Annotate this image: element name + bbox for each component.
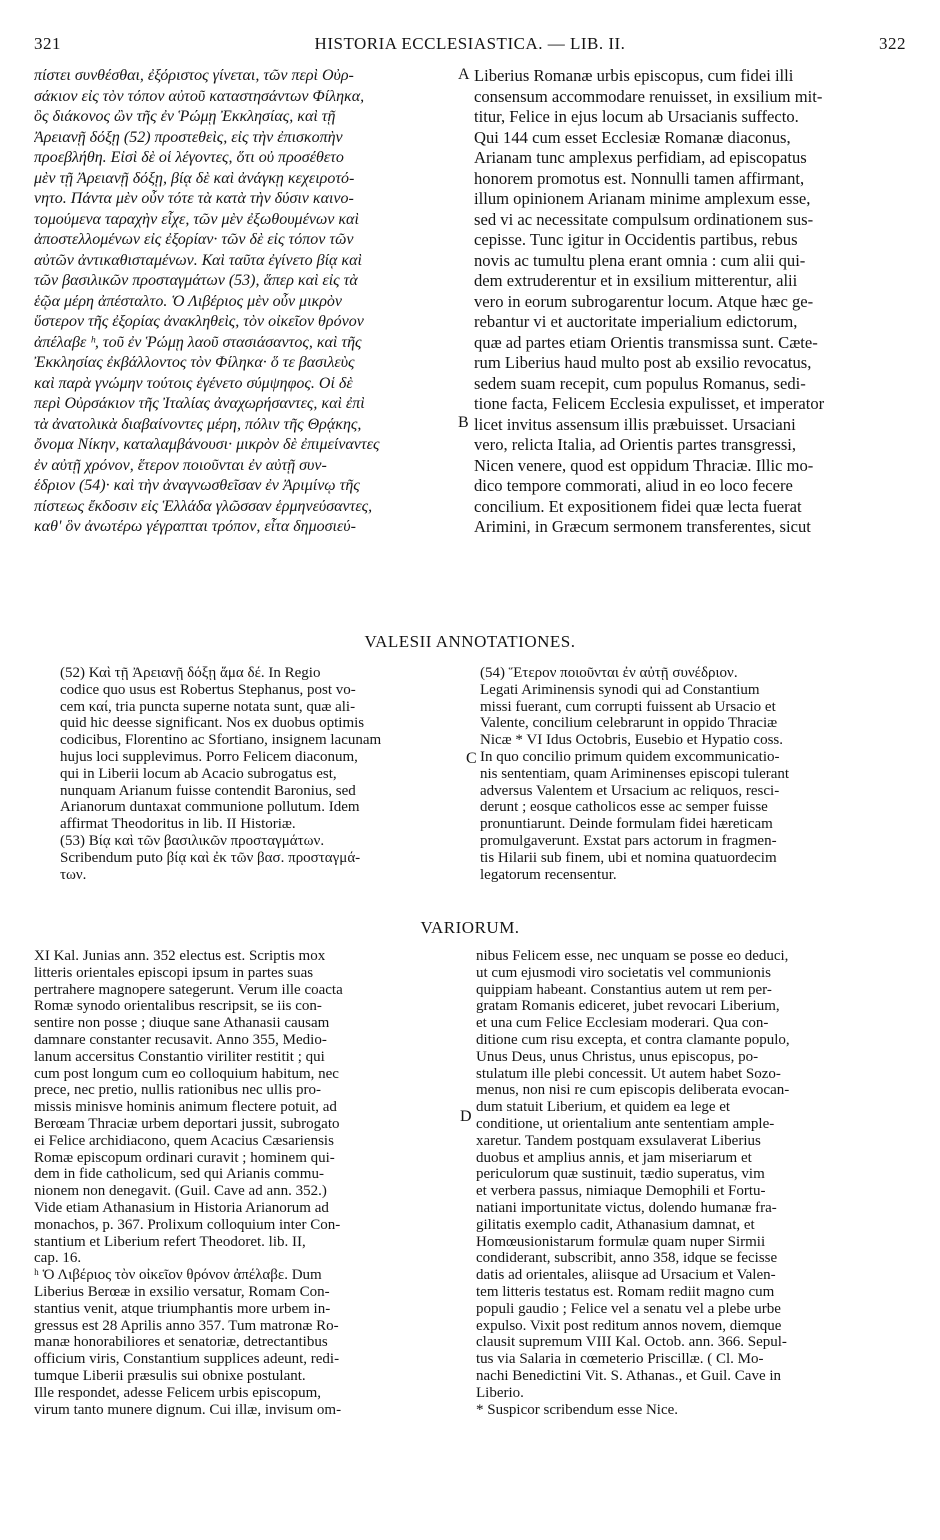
- variorum-line: expulso. Vixit post reditum annos novem, diemque: [476, 1317, 782, 1334]
- latin-text-line: sed vi ac necessitate compulsum ordinationem sus-: [474, 209, 814, 229]
- greek-text-line: ἀπέλαβε ʰ, τοῦ ἐν Ῥώμῃ λαοῦ στασιάσαντος, καὶ τῆς: [34, 333, 362, 351]
- variorum-line: manæ honorabiliores et senatoriæ, detrectantibus: [34, 1334, 328, 1351]
- variorum-line: lanum accersitus Constantio viriliter restitit ; qui: [34, 1048, 325, 1065]
- greek-text-line: ὄνομα Νίκην, καταλαμβάνουσι· μικρὸν δὲ ἐπιμείναντες: [34, 436, 380, 453]
- greek-text-line: έδριον (54)· καὶ τὴν ἀναγνωσθεῖσαν ἐν Ἀριμίνῳ τῆς: [34, 477, 360, 494]
- variorum-line: stantius venit, atque triumphantis more urbem in-: [34, 1300, 331, 1317]
- variorum-line: nibus Felicem esse, nec unquam se posse eo deduci,: [476, 948, 789, 964]
- variorum-line: condiderant, subscribit, anno 358, idque se fecisse: [476, 1250, 778, 1267]
- variorum-line: populi gaudio ; Felice vel a senatu vel a plebe urbe: [476, 1300, 781, 1317]
- greek-text-line: ὕστερον τῆς ἐξορίας ἀνακληθεὶς, τὸν οἰκεῖον θρόνον: [34, 313, 364, 330]
- latin-text-line: dem extruderentur et in exsilium mitterentur, alii: [474, 271, 798, 290]
- greek-text-line: αὐτῶν ἀντικαθισταμένων. Καὶ ταῦτα ἐγίνετο βίᾳ καὶ: [34, 251, 362, 269]
- margin-letter-a: A: [458, 66, 470, 83]
- annotation-line: (53) Βίᾳ καὶ τῶν βασιλικῶν προσταγμάτων.: [60, 832, 325, 849]
- variorum-line: XI Kal. Junias ann. 352 electus est. Scriptis mox: [34, 948, 326, 964]
- variorum-line: nachi Benedictini Vit. S. Athanas., et Guil. Cave in: [476, 1367, 782, 1384]
- variorum-line: natiani importunitate victus, dolendo humanæ fra-: [476, 1199, 777, 1216]
- greek-text-line: μὲν τῇ Ἀρειανῇ δόξῃ, βίᾳ δὲ καὶ ἀνάγκῃ κεχειροτό-: [34, 169, 355, 187]
- variorum-line: Ille respondet, adesse Felicem urbis episcopum,: [34, 1384, 322, 1401]
- greek-text-line: ἐν αὐτῇ χρόνον, ἕτερον ποιοῦνται ἐν αὐτῇ συν-: [34, 456, 327, 474]
- variorum-left-column: [34, 948, 464, 1418]
- latin-text-line: sedem suam recepit, cum populus Romanus, sedi-: [474, 373, 806, 393]
- annotation-line: qui in Liberii locum ab Acacio subrogatus est,: [60, 765, 337, 782]
- annotations-left-column: [60, 665, 464, 883]
- greek-text-line: περὶ Οὐρσάκιον τῆς Ἰταλίας ἀναχωρήσαντες, καὶ ἐπὶ: [34, 395, 365, 412]
- variorum-line: dum statuit Liberium, et quidem ea lege et: [476, 1099, 731, 1116]
- latin-text-line: rum Liberius haud multo post ab exsilio revocatus,: [474, 353, 812, 372]
- variorum-line: menus, non nisi re cum episcopis deliberata evocan-: [476, 1082, 790, 1099]
- greek-text-line: Ἀρειανῇ δόξῃ (52) προστεθεὶς, εἰς τὴν ἐπισκοπὴν: [34, 128, 343, 146]
- variorum-line: periculorum quæ sustinuit, tædio superatus, vim: [476, 1166, 765, 1183]
- greek-text-line: Ἐκκλησίας ἐκβάλλοντος τὸν Φίληκα· ὅ τε βασιλεὺς: [34, 354, 355, 371]
- variorum-line: cum post longum cum eo colloquium habitum, nec: [34, 1065, 339, 1082]
- latin-text-line: titur, Felice in ejus locum ab Ursacianis suffecto.: [474, 107, 799, 126]
- variorum-line: cap. 16.: [34, 1250, 82, 1267]
- greek-text-line: τῶν βασιλικῶν προσταγμάτων (53), ἅπερ καὶ εἰς τὰ: [34, 272, 358, 289]
- annotation-line: legatorum recensentur.: [480, 866, 617, 883]
- variorum-line: litteris orientales episcopi ipsum in partes suas: [34, 964, 314, 981]
- greek-text-line: καὶ παρὰ γνώμην τούτοις ἐγένετο σύμψηφος. Οἱ δὲ: [34, 374, 353, 392]
- variorum-line: ei Felice archidiacono, quem Acacius Cæsariensis: [34, 1132, 334, 1149]
- variorum-line: tem litteris testatus est. Romam rediit magno cum: [476, 1283, 775, 1300]
- variorum-line: dem in fide catholicum, sed qui Arianis commu-: [34, 1166, 324, 1183]
- variorum-line: gilitatis exemplo cadit, Athanasium damnat, et: [476, 1216, 755, 1233]
- latin-text-line: dico tempore commorati, aliud in eo loco fecere: [474, 476, 793, 495]
- greek-text-line: πίστει συνθέσθαι, ἐξόριστος γίνεται, τῶν περὶ Οὐρ-: [34, 67, 354, 84]
- latin-text-line: Liberius Romanæ urbis episcopus, cum fidei illi: [474, 66, 794, 85]
- annotations-right-column: [480, 665, 906, 883]
- annotation-line: affirmat Theodoritus in lib. II Historiæ.: [60, 816, 296, 833]
- annotation-line: των.: [60, 866, 87, 883]
- greek-text-line: τομούμενα ταραχὴν εἶχε, τῶν μὲν ἐξωθουμένων καὶ: [34, 210, 359, 228]
- latin-text-line: rebantur vi et auctoritate imperialium edictorum,: [474, 312, 798, 331]
- latin-text-line: Nicen venere, quod est oppidum Thraciæ. Illic mo-: [474, 455, 814, 475]
- annotation-line: Nicæ * VI Idus Octobris, Eusebio et Hypatio coss.: [480, 732, 784, 749]
- running-title: HISTORIA ECCLESIASTICA. — LIB. II.: [314, 34, 626, 53]
- variorum-line: Homœusionistarum formulæ quam nuper Sirmii: [476, 1233, 766, 1250]
- variorum-line: Romæ synodo orientalibus rescripsit, se iis con-: [34, 998, 322, 1015]
- annotation-line: pronuntiarunt. Deinde formulam fidei hæreticam: [480, 816, 773, 833]
- annotation-line: hujus loci supplevimus. Porro Felicem diaconum,: [60, 748, 358, 765]
- margin-letter-d: D: [460, 1108, 472, 1125]
- variorum-line: conditione, ut orientalium ante sententiam ample-: [476, 1115, 775, 1132]
- variorum-line: stulatum ille plebi concessit. Ut autem habet Sozo-: [476, 1065, 781, 1082]
- variorum-line: officium viris, Constantium supplices adeunt, redi-: [34, 1351, 340, 1368]
- annotation-line: tis Hilarii sub finem, ubi et nomina quatuordecim: [480, 849, 777, 866]
- variorum-line: ditione cum risu excepta, et contra clamante populo,: [476, 1031, 790, 1048]
- variorum-line: ut cum ejusmodi viro societatis vel communionis: [476, 964, 771, 981]
- variorum-line: * Suspicor scribendum esse Nice.: [476, 1401, 679, 1418]
- greek-text-line: σάκιον εἰς τὸν τόπον αὐτοῦ καταστησάντων Φίληκα,: [34, 87, 365, 105]
- margin-letter-b: B: [458, 414, 469, 431]
- annotation-line: Scribendum puto βίᾳ καὶ ἐκ τῶν βασ. προσταγμά-: [60, 849, 361, 866]
- annotations-title: VALESII ANNOTATIONES.: [364, 632, 576, 651]
- annotation-line: cem καί, tria puncta superne notata sunt, quæ ali-: [60, 698, 356, 715]
- latin-text-line: vero in eorum subrogarentur locum. Atque hæc ge-: [474, 291, 814, 311]
- variorum-line: Romæ episcopum ordinari curavit ; hominem qui-: [34, 1149, 335, 1166]
- greek-text-line: ἀποστελλομένων εἰς ἐξορίαν· τῶν δὲ εἰς τόπον τῶν: [34, 231, 354, 248]
- variorum-line: virum tanto munere dignum. Cui illæ, invisum om-: [34, 1401, 342, 1418]
- latin-text-line: Arianam tunc amplexus perfidiam, ad episcopatus: [474, 148, 807, 167]
- latin-text-line: vero, relicta Italia, ad Orientis partes transgressi,: [474, 435, 797, 454]
- latin-text-line: tione facta, Felicem Ecclesia expulisset, et imperator: [474, 394, 825, 413]
- annotation-line: quid hic deesse significant. Nos ex duobus optimis: [60, 715, 365, 732]
- variorum-line: clausit supremum VIII Kal. Octob. ann. 366. Sepul-: [476, 1334, 787, 1351]
- latin-text-line: novis ac tumultu plena erant omnia : cum alii qui-: [474, 250, 806, 270]
- annotation-line: (52) Καὶ τῇ Ἀρειανῇ δόξῃ ἅμα δέ. In Regio: [60, 665, 321, 681]
- variorum-line: xaretur. Tandem postquam exsulaverat Liberius: [476, 1132, 761, 1149]
- variorum-right-column: [476, 948, 906, 1418]
- variorum-line: pertrahere magnopere sategerunt. Verum ille coacta: [34, 981, 343, 998]
- greek-text-line: προεβλήθη. Εἰσὶ δὲ οἱ λέγοντες, ὅτι οὐ προσέθετο: [34, 149, 344, 166]
- variorum-line: sentire non posse ; diuque sane Athanasii causam: [34, 1015, 330, 1032]
- variorum-line: stantium et Liberium refert Theodoret. lib. II,: [34, 1233, 306, 1250]
- annotation-line: adversus Valentem et Ursacium ac reliquos, resci-: [480, 782, 780, 799]
- variorum-line: ʰ Ὁ Λιβέριος τὸν οἰκεῖον θρόνον ἀπέλαβε. Dum: [34, 1267, 322, 1284]
- annotation-line: promulgaverunt. Exstat pars actorum in fragmen-: [480, 832, 777, 849]
- variorum-line: Liberio.: [476, 1384, 524, 1401]
- variorum-line: datis ad orientales, aliisque ad Ursacium et Valen-: [476, 1267, 776, 1284]
- latin-text-line: illum opinionem Arianam minime amplexum esse,: [474, 189, 811, 208]
- page-number-right: 322: [879, 34, 906, 53]
- annotation-line: codice quo usus est Robertus Stephanus, post vo-: [60, 681, 356, 698]
- latin-text-line: cepisse. Tunc igitur in Occidentis partibus, rebus: [474, 230, 798, 249]
- annotation-line: codicibus, Florentino ac Sfortiano, insignem lacunam: [60, 732, 382, 749]
- latin-text-line: licet invitus assensum illis præbuisset. Ursaciani: [474, 414, 796, 434]
- annotation-line: missi fuerant, cum corrupti fuissent ab Ursacio et: [480, 698, 776, 715]
- variorum-line: Unus Deus, unus Christus, unus episcopus, po-: [476, 1048, 759, 1065]
- variorum-line: Liberius Berœæ in exsilio versatur, Romam Con-: [34, 1283, 330, 1300]
- greek-text-column: [34, 66, 452, 538]
- greek-text-line: πίστεως ἔκδοσιν εἰς Ἑλλάδα γλῶσσαν ἑρμηνεύσαντες,: [34, 497, 373, 515]
- variorum-title: VARIORUM.: [420, 918, 520, 937]
- variorum-line: gratam Romanis ediceret, jubet revocari Liberium,: [476, 998, 780, 1015]
- page-number-left: 321: [34, 34, 61, 53]
- greek-text-line: νητο. Πάντα μὲν οὖν τότε τὰ κατὰ τὴν δύσιν καινο-: [34, 190, 354, 207]
- variorum-line: tumque Liberii præsulis sui obnixe postulant.: [34, 1367, 306, 1384]
- latin-text-line: consensum accommodare renuisset, in exsilium mit-: [474, 86, 823, 106]
- latin-text-column: [474, 66, 906, 538]
- variorum-line: Berœam Thraciæ urbem deportari jussit, subrogato: [34, 1115, 340, 1132]
- annotation-line: derunt ; eosque catholicos esse ac semper fuisse: [480, 799, 768, 816]
- variorum-line: Vide etiam Athanasium in Historia Arianorum ad: [34, 1199, 329, 1216]
- variorum-line: tus via Salaria in cœmeterio Priscillæ. ( Cl. Mo-: [476, 1351, 764, 1368]
- latin-text-line: quæ ad partes etiam Orientis transmissa sunt. Cæte-: [474, 332, 818, 352]
- greek-text-line: καθ' ὃν ἀνωτέρω γέγραπται τρόπον, εἶτα δημοσιεύ-: [34, 518, 356, 535]
- greek-text-line: ἑῷα μέρη ἀπέσταλτο. Ὁ Λιβέριος μὲν οὖν μικρὸν: [34, 292, 342, 310]
- annotation-line: In quo concilio primum quidem excommunicatio-: [480, 748, 780, 765]
- annotation-line: Legati Ariminensis synodi qui ad Constantium: [480, 681, 760, 698]
- latin-text-line: Arimini, in Græcum sermonem transferentes, sicut: [474, 517, 811, 536]
- running-header: [34, 34, 906, 58]
- annotation-line: Arianorum duntaxat communione pollutum. Idem: [60, 799, 360, 816]
- variorum-line: et una cum Felice Ecclesiam moderari. Qua con-: [476, 1015, 769, 1032]
- variorum-line: duobus et amplius annis, et jam miseriarum et: [476, 1149, 752, 1166]
- annotation-line: Valente, concilium celebrarunt in oppido Thraciæ: [480, 715, 778, 732]
- greek-text-line: ὃς διάκονος ὢν τῆς ἐν Ῥώμῃ Ἐκκλησίας, καὶ τῇ: [34, 108, 336, 125]
- variorum-line: prece, nec pretio, nullis rationibus nec ullis pro-: [34, 1082, 321, 1099]
- variorum-line: monachos, p. 367. Prolixum colloquium inter Con-: [34, 1216, 341, 1233]
- variorum-line: gressus est 28 Aprilis anno 357. Tum matronæ Ro-: [34, 1317, 339, 1334]
- latin-text-line: honorem promotus est. Nonnulli tamen affirmant,: [474, 168, 805, 188]
- variorum-line: et verbera passus, nimiaque Demophili et Fortu-: [476, 1183, 766, 1200]
- variorum-line: damnare constanter recusavit. Anno 355, Medio-: [34, 1031, 327, 1048]
- greek-text-line: τὰ ἀνατολικὰ διαβαίνοντες μέρη, πόλιν τῆς Θρᾴκης,: [34, 415, 362, 433]
- annotation-line: nunquam Arianum fuisse contendit Baronius, sed: [60, 782, 356, 799]
- variorum-line: nionem non denegavit. (Guil. Cave ad ann. 352.): [34, 1183, 327, 1200]
- margin-letter-c: C: [466, 750, 477, 767]
- latin-text-line: Qui 144 cum esset Ecclesiæ Romanæ diaconus,: [474, 127, 791, 147]
- annotation-line: nis sententiam, quam Ariminenses episcopi tulerant: [480, 765, 790, 782]
- annotation-line: (54) Ἕτερον ποιοῦνται ἐν αὐτῇ συνέδριον.: [480, 665, 738, 681]
- latin-text-line: concilium. Et expositionem fidei quæ lecta fuerat: [474, 496, 802, 516]
- variorum-line: missis minisve hominis animum flectere potuit, ad: [34, 1099, 337, 1116]
- variorum-line: quippiam habeant. Constantius autem ut rem per-: [476, 981, 772, 998]
